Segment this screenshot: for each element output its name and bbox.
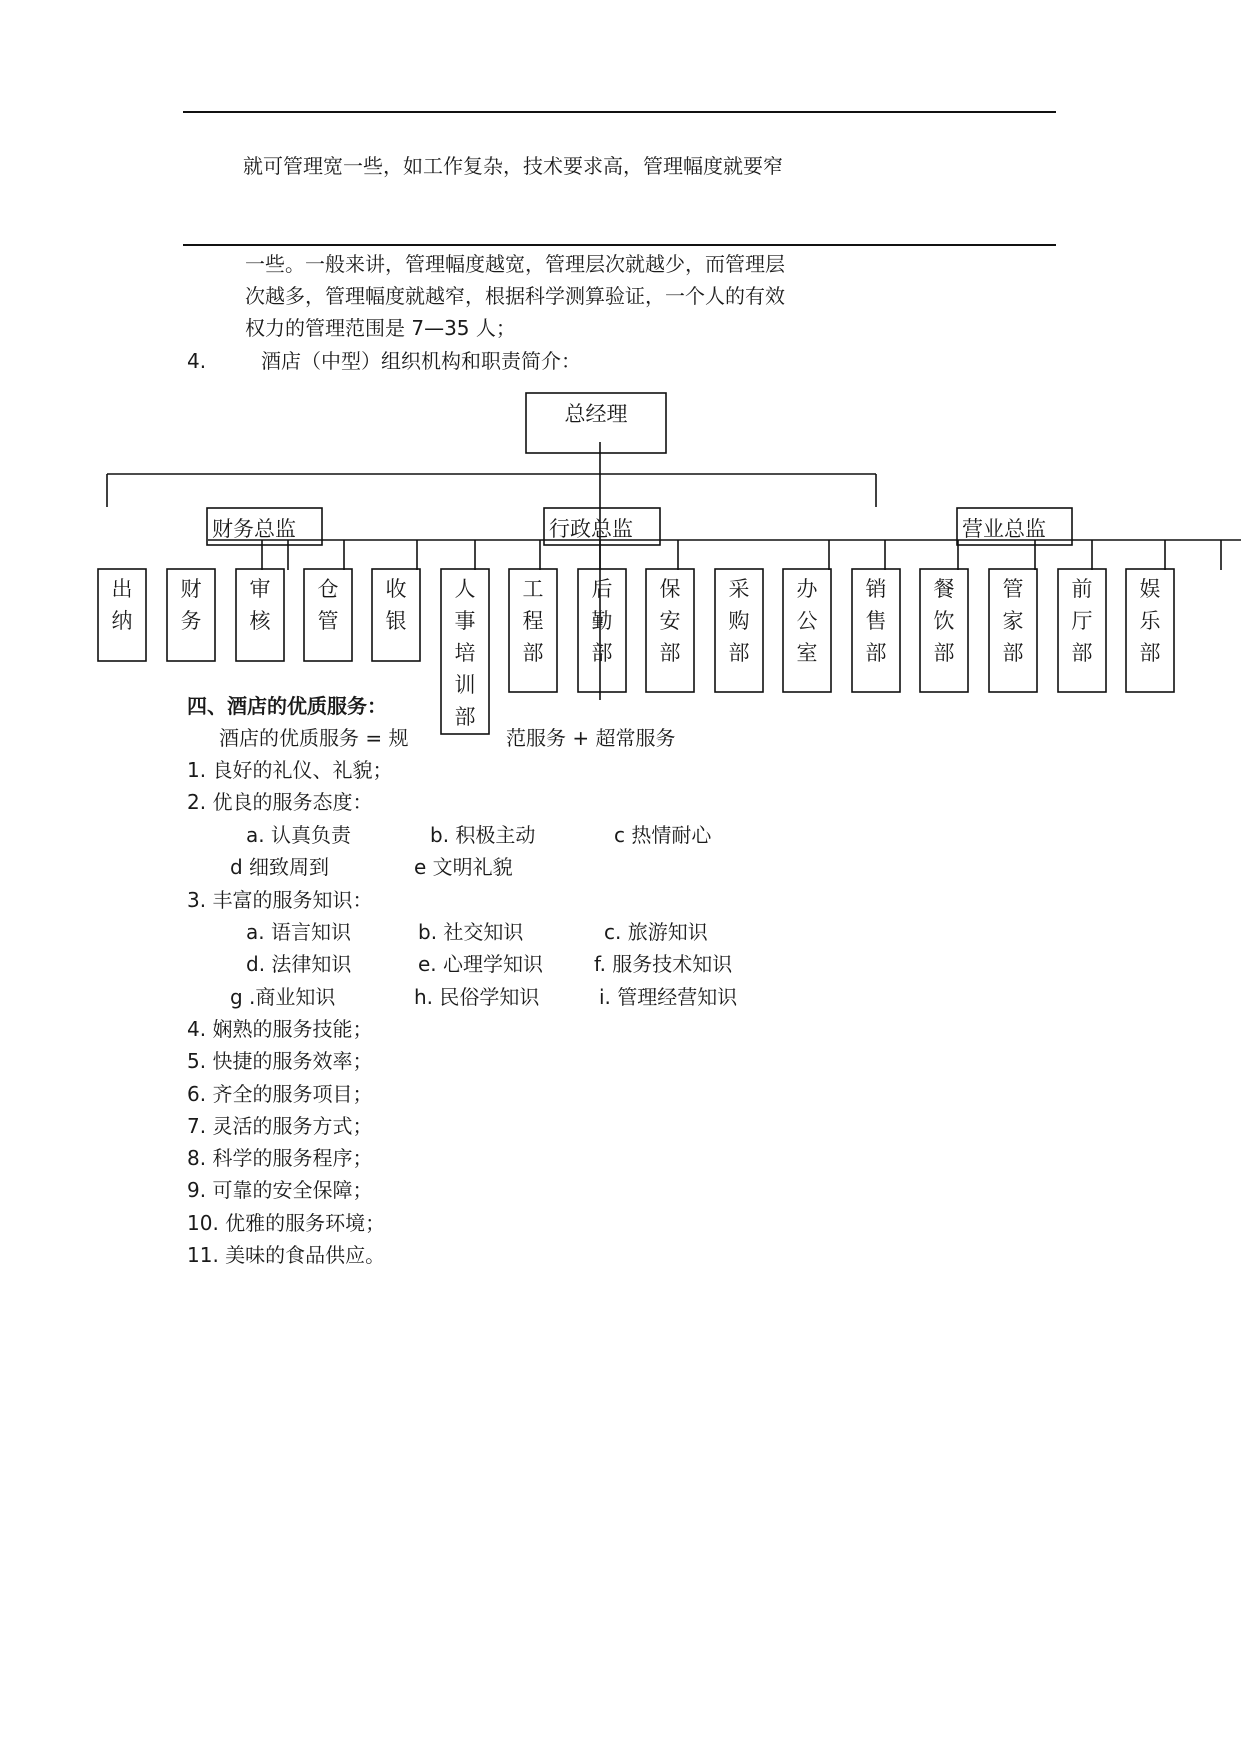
- knowledge-c: c. 旅游知识: [604, 920, 708, 944]
- intro-line-3: 次越多，管理幅度就越窄，根据科学测算验证，一个人的有效: [245, 284, 785, 308]
- knowledge-e: e. 心理学知识: [418, 952, 544, 976]
- org-label-general-manager: 总经理: [564, 402, 628, 426]
- quality-item-2: 2. 优良的服务态度：: [187, 790, 373, 814]
- attitude-a: a. 认真负责: [246, 823, 351, 847]
- knowledge-h: h. 民俗学知识: [414, 985, 540, 1009]
- org-label-dept-4-char-2: 管: [317, 609, 339, 633]
- quality-item-6: 6. 齐全的服务项目；: [187, 1082, 373, 1106]
- quality-formula-right: 范服务 + 超常服务: [506, 726, 676, 750]
- org-label-dept-9-char-1: 保: [659, 577, 681, 601]
- org-label-dept-14-char-3: 部: [1002, 641, 1024, 665]
- org-label-dept-7-char-1: 工: [522, 577, 544, 601]
- attitude-e: e 文明礼貌: [414, 855, 513, 879]
- quality-item-9: 9. 可靠的安全保障；: [187, 1178, 373, 1202]
- org-label-director-3: 营业总监: [962, 517, 1046, 541]
- quality-item-7: 7. 灵活的服务方式；: [187, 1114, 373, 1138]
- org-label-dept-13-char-2: 饮: [933, 609, 955, 633]
- quality-item-10: 10. 优雅的服务环境；: [187, 1211, 386, 1235]
- org-label-dept-10-char-1: 采: [728, 577, 750, 601]
- org-label-director-2: 行政总监: [549, 517, 633, 541]
- quality-heading: 四、酒店的优质服务：: [187, 694, 387, 718]
- org-label-dept-1-char-1: 出: [111, 577, 133, 601]
- intro-line-2: 一些。一般来讲，管理幅度越宽，管理层次就越少，而管理层: [245, 252, 785, 276]
- org-label-dept-5-char-1: 收: [385, 577, 407, 601]
- knowledge-g: g .商业知识: [230, 985, 336, 1009]
- intro-line-1: 就可管理宽一些，如工作复杂，技术要求高，管理幅度就要窄: [243, 154, 783, 178]
- quality-formula-left: 酒店的优质服务 = 规: [219, 726, 409, 750]
- quality-item-11: 11. 美味的食品供应。: [187, 1243, 386, 1267]
- attitude-c: c 热情耐心: [614, 823, 712, 847]
- org-label-dept-14-char-2: 家: [1002, 609, 1024, 633]
- org-label-dept-6-char-3: 培: [454, 641, 476, 665]
- knowledge-f: f. 服务技术知识: [594, 952, 733, 976]
- org-label-dept-2-char-2: 务: [180, 609, 202, 633]
- org-chart: [0, 0, 1241, 740]
- section-4-title: 酒店（中型）组织机构和职责简介：: [261, 349, 581, 373]
- attitude-b: b. 积极主动: [430, 823, 536, 847]
- org-label-dept-10-char-3: 部: [728, 641, 750, 665]
- org-label-dept-16-char-1: 娱: [1139, 577, 1161, 601]
- org-label-dept-16-char-3: 部: [1139, 641, 1161, 665]
- org-label-dept-15-char-2: 厅: [1071, 609, 1093, 633]
- org-label-dept-9-char-2: 安: [659, 609, 681, 633]
- quality-item-8: 8. 科学的服务程序；: [187, 1146, 373, 1170]
- org-label-dept-13-char-1: 餐: [933, 577, 955, 601]
- org-label-dept-3-char-2: 核: [249, 609, 271, 633]
- org-chart-boxes: [98, 393, 1174, 734]
- org-label-dept-7-char-2: 程: [522, 609, 544, 633]
- org-label-dept-11-char-3: 室: [796, 641, 818, 665]
- org-label-dept-8-char-3: 部: [591, 641, 613, 665]
- org-label-dept-7-char-3: 部: [522, 641, 544, 665]
- knowledge-b: b. 社交知识: [418, 920, 524, 944]
- knowledge-a: a. 语言知识: [246, 920, 351, 944]
- org-label-dept-9-char-3: 部: [659, 641, 681, 665]
- org-label-dept-15-char-3: 部: [1071, 641, 1093, 665]
- org-label-dept-6-char-5: 部: [454, 705, 476, 729]
- org-label-dept-16-char-2: 乐: [1139, 609, 1161, 633]
- quality-item-5: 5. 快捷的服务效率；: [187, 1049, 373, 1073]
- org-label-dept-11-char-2: 公: [796, 609, 818, 633]
- knowledge-title: 3. 丰富的服务知识：: [187, 888, 373, 912]
- org-label-dept-2-char-1: 财: [180, 577, 202, 601]
- org-label-dept-14-char-1: 管: [1002, 577, 1024, 601]
- quality-item-4: 4. 娴熟的服务技能；: [187, 1017, 373, 1041]
- section-4-number: 4.: [187, 349, 207, 373]
- attitude-d: d 细致周到: [230, 855, 330, 879]
- org-label-dept-3-char-1: 审: [249, 577, 271, 601]
- quality-item-1: 1. 良好的礼仪、礼貌；: [187, 758, 393, 782]
- intro-line-4: 权力的管理范围是 7—35 人；: [245, 316, 516, 340]
- org-label-dept-4-char-1: 仓: [317, 577, 339, 601]
- org-label-dept-8-char-1: 后: [591, 577, 613, 601]
- org-label-dept-13-char-3: 部: [933, 641, 955, 665]
- org-label-dept-12-char-1: 销: [865, 577, 887, 601]
- org-label-dept-12-char-3: 部: [865, 641, 887, 665]
- org-label-dept-8-char-2: 勤: [591, 609, 613, 633]
- knowledge-i: i. 管理经营知识: [599, 985, 738, 1009]
- org-label-director-1: 财务总监: [212, 517, 296, 541]
- org-label-dept-6-char-4: 训: [454, 673, 476, 697]
- org-label-dept-15-char-1: 前: [1071, 577, 1093, 601]
- org-label-dept-1-char-2: 纳: [111, 609, 133, 633]
- org-label-dept-6-char-2: 事: [454, 609, 476, 633]
- org-label-dept-10-char-2: 购: [728, 609, 750, 633]
- org-label-dept-12-char-2: 售: [865, 609, 887, 633]
- org-label-dept-5-char-2: 银: [385, 609, 407, 633]
- org-label-dept-11-char-1: 办: [796, 577, 818, 601]
- org-label-dept-6-char-1: 人: [454, 577, 476, 601]
- knowledge-d: d. 法律知识: [246, 952, 352, 976]
